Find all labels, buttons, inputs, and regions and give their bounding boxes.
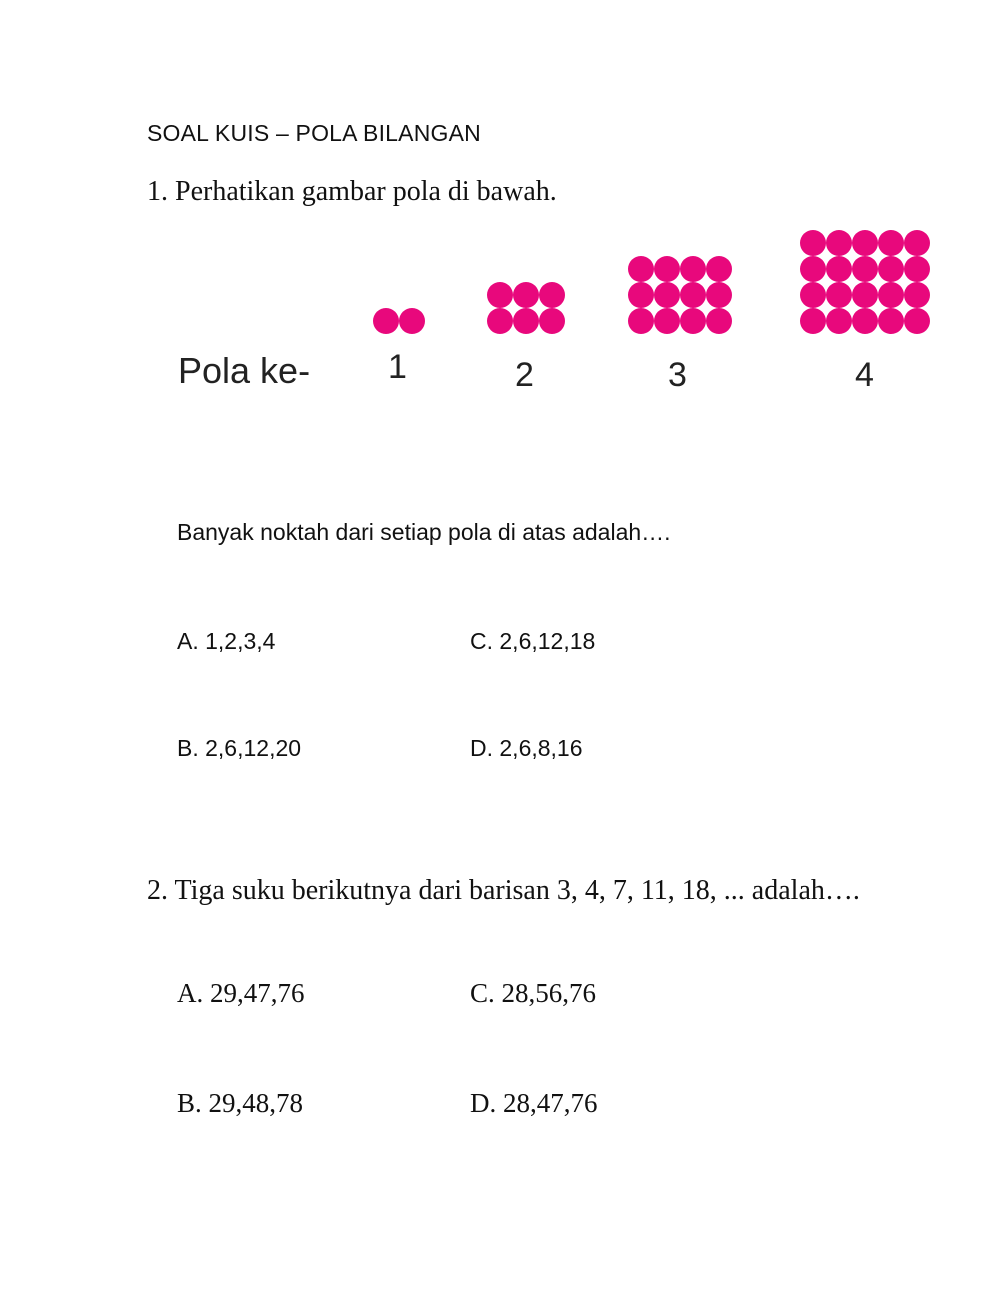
pattern-number-4: 4 [855, 356, 874, 394]
question-1-prompt: Banyak noktah dari setiap pola di atas adalah…. [177, 519, 671, 545]
dot [800, 282, 826, 308]
pattern-number-1: 1 [388, 348, 407, 386]
dot [680, 282, 706, 308]
dot [513, 308, 539, 334]
dot [904, 308, 930, 334]
dot [826, 256, 852, 282]
dot [852, 256, 878, 282]
dot [539, 308, 565, 334]
dot [513, 282, 539, 308]
dot [487, 308, 513, 334]
dot [654, 308, 680, 334]
q2-option-b[interactable]: B. 29,48,78 [177, 1088, 304, 1118]
dot [852, 282, 878, 308]
pattern-2-dots [487, 282, 565, 334]
dot [826, 308, 852, 334]
dot [852, 230, 878, 256]
dot [878, 308, 904, 334]
dot [904, 256, 930, 282]
dot [680, 256, 706, 282]
question-1-stem: 1. Perhatikan gambar pola di bawah. [147, 176, 557, 207]
dot [852, 308, 878, 334]
q1-option-a[interactable]: A. 1,2,3,4 [177, 628, 276, 654]
dot [539, 282, 565, 308]
dot [706, 282, 732, 308]
dot [878, 282, 904, 308]
dot [800, 230, 826, 256]
dot-patterns-graphic [360, 220, 960, 350]
dot [800, 256, 826, 282]
dot [904, 230, 930, 256]
dot [654, 282, 680, 308]
q2-option-a[interactable]: A. 29,47,76 [177, 978, 305, 1008]
pattern-1-dots [373, 308, 425, 334]
question-2-stem: 2. Tiga suku berikutnya dari barisan 3, 4, 7, 11, 18, ... adalah…. [147, 875, 860, 906]
pattern-number-2: 2 [515, 356, 534, 394]
pattern-number-3: 3 [668, 356, 687, 394]
dot [628, 282, 654, 308]
q1-option-d[interactable]: D. 2,6,8,16 [470, 735, 583, 761]
dot [826, 282, 852, 308]
dot [654, 256, 680, 282]
dot [904, 282, 930, 308]
dot [878, 256, 904, 282]
dot [826, 230, 852, 256]
pattern-4-dots [800, 230, 930, 334]
dot [487, 282, 513, 308]
q2-option-c[interactable]: C. 28,56,76 [470, 978, 597, 1008]
dot [628, 256, 654, 282]
pattern-label: Pola ke- [178, 350, 311, 391]
dot [373, 308, 399, 334]
dot [706, 256, 732, 282]
dot [878, 230, 904, 256]
pattern-3-dots [628, 256, 732, 334]
dot [706, 308, 732, 334]
dot [628, 308, 654, 334]
quiz-title: SOAL KUIS – POLA BILANGAN [147, 120, 481, 146]
q1-option-b[interactable]: B. 2,6,12,20 [177, 735, 302, 761]
q1-option-c[interactable]: C. 2,6,12,18 [470, 628, 596, 654]
q2-option-d[interactable]: D. 28,47,76 [470, 1088, 598, 1118]
dot [680, 308, 706, 334]
dot [399, 308, 425, 334]
dot [800, 308, 826, 334]
